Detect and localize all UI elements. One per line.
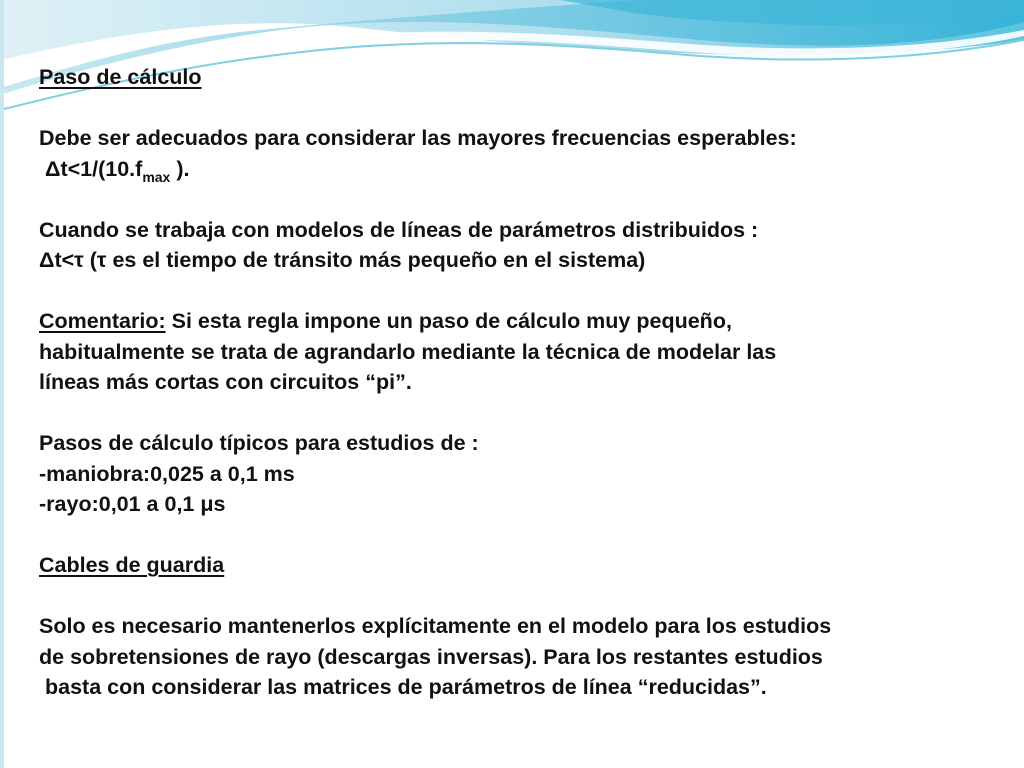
text-line: habitualmente se trata de agrandarlo mediante la técnica de modelar las bbox=[39, 339, 777, 364]
list-item: -rayo:0,01 a 0,1 μs bbox=[39, 492, 226, 516]
spacer bbox=[39, 520, 1014, 551]
spacer bbox=[39, 93, 1014, 124]
text-line: Cuando se trabaja con modelos de líneas de parámetros distribuidos : bbox=[39, 217, 759, 242]
heading-paso-de-calculo: Paso de cálculo bbox=[39, 65, 202, 89]
spacer bbox=[39, 581, 1014, 612]
formula-suffix: ). bbox=[170, 156, 190, 181]
text-line: de sobretensiones de rayo (descargas inversas). Para los restantes estudios bbox=[39, 644, 823, 669]
list-item: -maniobra:0,025 a 0,1 ms bbox=[39, 461, 295, 486]
text-line: Δt<τ (τ es el tiempo de tránsito más pequeño en el sistema) bbox=[39, 248, 646, 272]
comment-text: Si esta regla impone un paso de cálculo muy pequeño, bbox=[165, 309, 732, 333]
text-line: Pasos de cálculo típicos para estudios de : bbox=[39, 431, 479, 455]
formula-line bbox=[39, 154, 1014, 185]
comment-line bbox=[39, 306, 1014, 337]
left-edge-strip bbox=[0, 0, 4, 768]
text-line: Solo es necesario mantenerlos explícitamente en el modelo para los estudios bbox=[39, 614, 832, 638]
spacer bbox=[39, 276, 1014, 307]
text-line: basta con considerar las matrices de parámetros de línea “reducidas”. bbox=[45, 675, 767, 699]
text-line: Debe ser adecuados para considerar las mayores frecuencias esperables: bbox=[39, 126, 797, 150]
formula-subscript: max bbox=[142, 168, 171, 185]
comment-label: Comentario: bbox=[39, 309, 166, 333]
formula-prefix: Δt<1/(10.f bbox=[45, 156, 143, 181]
spacer bbox=[39, 184, 1014, 215]
spacer bbox=[39, 398, 1014, 429]
text-line: líneas más cortas con circuitos “pi”. bbox=[39, 370, 412, 394]
slide-content bbox=[39, 62, 1014, 703]
heading-cables-de-guardia: Cables de guardia bbox=[39, 553, 225, 577]
